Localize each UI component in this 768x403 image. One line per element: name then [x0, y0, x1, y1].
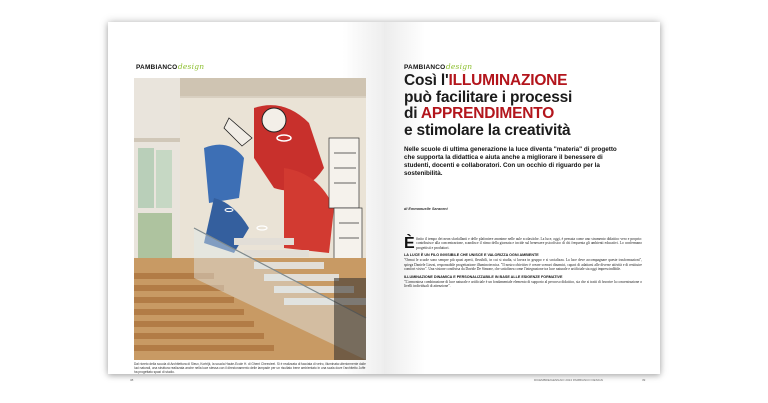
right-page — [384, 22, 660, 382]
brand-main: PAMBIANCO — [136, 64, 178, 71]
standfirst: Nelle scuole di ultima generazione la luce diventa "materia" di progetto che supporta la didattica e aiuta anche a migliorare il benessere di studenti, docenti e collaboratori. Con un occhio di riguardo per la sostenibilità. — [404, 146, 617, 177]
page-footline: DICEMBRE/GENNAIO 2024 PAMBIANCO DESIGN — [534, 378, 603, 382]
brand-logo — [136, 62, 204, 71]
byline: di Emmanuelle Saraceni — [404, 207, 448, 211]
brand-sub: design — [445, 62, 473, 71]
drop-cap: È — [404, 234, 415, 252]
left-page — [108, 22, 384, 374]
photo-caption: Dal ricreto della scuola di Architettura di Sieuv, Kortrijk, la scuola Haute-Ecole H. di Ghent Cheecieel. Si è realizzata di facciata di vetro, illuminata ulteriormente dalle luci naturali, una struttura realizzata anche nella luce stessa con il direzionamento delle lampade per un risultato bene ambientato in una scala dove l'architetto Joffe ha progettato spazi di studio. — [134, 362, 366, 375]
left-page-folio: 38 — [130, 378, 134, 382]
intro-paragraph: finito il tempo dei neon sfarfallanti e delle plafoniere anonime nelle aule scolastiche. La luce, oggi, è pensata come uno strumento didattico vero e proprio: contribuisce alla concentrazione, scandisce il ritmo della giornata e incide sul benessere psicofisico di chi frequenta gli ambienti educativi. Lo confermano progettisti e produttori. — [416, 236, 642, 250]
subhead-2: ILLUMINAZIONE DINAMICA E PERSONALIZZABILE IN BASE ALLE ESIGENZE FORMATIVE — [404, 274, 563, 279]
article-body — [404, 236, 642, 289]
magazine-spread — [108, 22, 660, 382]
brand-main: PAMBIANCO — [404, 64, 446, 71]
paragraph-2: "L'armoniosa combinazione di luce naturale e artificiale è un fondamentale elemento di supporto al percorso didattico, sia che si tratti di favorire la concentrazione o livelli individuali di attenzione". — [404, 279, 642, 288]
paragraph-1: "Ormai le scuole sono sempre più spazi aperti, flessibili, in cui si studia, si lavora in gruppo e si socializza. La luce deve accompagnare queste trasformazioni", spiega Daniele Liezzi, responsabile progettazione illuminotecnica. "Il nostro obiettivo è creare scenari dinamici, capaci di adattarsi alle diverse attività e di restituire comfort visivo". Una visione condivisa da Davide De Simone, che sottolinea come l'integrazione tra luce naturale e artificiale sia oggi imprescindibile. — [404, 258, 642, 271]
brand-sub: design — [177, 62, 205, 71]
brand-logo — [404, 62, 472, 71]
page-folio: 39 — [642, 378, 646, 382]
staircase-photo — [134, 78, 366, 360]
subhead-1: LA LUCE È UN FILO INVISIBILE CHE UNISCE E VALORIZZA OGNI AMBIENTE — [404, 253, 539, 257]
article-headline: Così l'ILLUMINAZIONE può facilitare i processi di APPRENDIMENTO e stimolare la creatività — [404, 72, 573, 139]
